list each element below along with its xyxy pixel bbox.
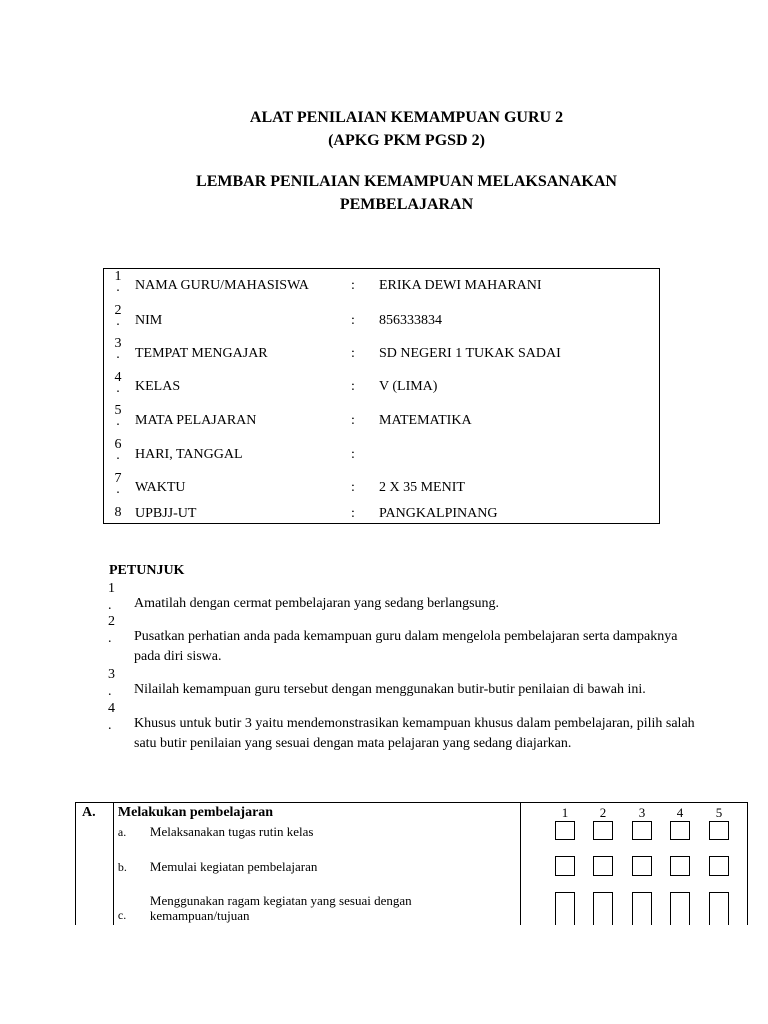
info-colon: : <box>351 313 355 328</box>
item-text: Memulai kegiatan pembelajaran <box>149 859 318 874</box>
info-label: NIM <box>135 313 163 328</box>
info-colon: : <box>351 346 355 361</box>
item-text: Melaksanakan tugas rutin kelas <box>149 824 314 839</box>
rating-checkbox[interactable] <box>593 856 613 876</box>
info-label: WAKTU <box>135 480 186 495</box>
rating-checkbox[interactable] <box>709 821 729 840</box>
table-row <box>76 803 748 926</box>
rating-checkbox[interactable] <box>670 856 690 876</box>
rating-checkbox[interactable] <box>632 892 652 925</box>
info-value: 856333834 <box>379 313 442 328</box>
rating-checkbox[interactable] <box>632 856 652 876</box>
document-subtitle: (APKG PKM PGSD 2) <box>328 132 485 149</box>
info-number: 2 . <box>114 303 122 329</box>
instruction-number: 4 . <box>108 701 115 733</box>
item-letter: b. <box>117 860 127 874</box>
rating-checkbox[interactable] <box>632 821 652 840</box>
info-value: V (LIMA) <box>379 379 438 394</box>
info-value: PANGKALPINANG <box>379 506 498 521</box>
info-number: 3 . <box>114 336 122 362</box>
sheet-title-line1: LEMBAR PENILAIAN KEMAMPUAN MELAKSANAKAN <box>196 173 617 190</box>
instruction-text: Amatilah dengan cermat pembelajaran yang sedang berlangsung. <box>134 596 500 611</box>
info-number: 5 . <box>114 403 122 429</box>
scale-label: 3 <box>638 805 646 820</box>
item-letter: a. <box>117 825 127 839</box>
info-label: KELAS <box>135 379 181 394</box>
instruction-number: 1 . <box>108 581 115 613</box>
info-number: 7 . <box>114 471 122 497</box>
info-colon: : <box>351 413 355 428</box>
info-label: UPBJJ-UT <box>135 506 197 521</box>
scale-label: 2 <box>599 805 607 820</box>
info-number: 1 . <box>114 269 122 295</box>
info-value: ERIKA DEWI MAHARANI <box>379 278 542 293</box>
item-text: Menggunakan ragam kegiatan yang sesuai dengan kemampuan/tujuan <box>149 893 412 923</box>
document-title: ALAT PENILAIAN KEMAMPUAN GURU 2 <box>249 109 564 126</box>
rating-checkbox[interactable] <box>670 821 690 840</box>
assessment-table <box>75 802 748 925</box>
info-colon: : <box>351 506 355 521</box>
info-colon: : <box>351 480 355 495</box>
section-title: Melakukan pembelajaran <box>117 805 274 820</box>
info-colon: : <box>351 379 355 394</box>
rating-checkbox[interactable] <box>555 892 575 925</box>
rating-checkbox[interactable] <box>670 892 690 925</box>
sheet-title-line2: PEMBELAJARAN <box>339 196 474 213</box>
rating-checkbox[interactable] <box>709 892 729 925</box>
info-value: MATEMATIKA <box>379 413 472 428</box>
info-label: HARI, TANGGAL <box>135 447 243 462</box>
item-letter: c. <box>117 908 127 922</box>
rating-checkbox[interactable] <box>555 856 575 876</box>
info-value: 2 X 35 MENIT <box>379 480 465 495</box>
section-letter: A. <box>76 803 114 926</box>
instruction-text: Pusatkan perhatian anda pada kemampuan guru dalam mengelola pembelajaran serta dampaknya pada diri siswa. <box>134 629 678 664</box>
instructions-title: PETUNJUK <box>109 563 185 578</box>
info-colon: : <box>351 278 355 293</box>
rating-checkbox[interactable] <box>709 856 729 876</box>
rating-checkbox[interactable] <box>593 892 613 925</box>
instruction-number: 3 . <box>108 667 115 699</box>
scale-label: 5 <box>715 805 723 820</box>
info-number: 6 . <box>114 437 122 463</box>
info-colon: : <box>351 447 355 462</box>
info-label: TEMPAT MENGAJAR <box>135 346 268 361</box>
identity-box <box>103 268 660 524</box>
rating-checkbox[interactable] <box>593 821 613 840</box>
instruction-text: Khusus untuk butir 3 yaitu mendemonstrasikan kemampuan khusus dalam pembelajaran, pilih salah satu butir penilaian yang sesuai dengan mata pelajaran yang sedang diajarkan. <box>134 716 695 751</box>
info-value: SD NEGERI 1 TUKAK SADAI <box>379 346 561 361</box>
info-number: 4 . <box>114 370 122 396</box>
instruction-text: Nilailah kemampuan guru tersebut dengan menggunakan butir-butir penilaian di bawah ini. <box>134 682 646 697</box>
rating-checkbox[interactable] <box>555 821 575 840</box>
instruction-number: 2 . <box>108 614 115 646</box>
info-number: 8 <box>114 505 122 520</box>
rating-scale <box>521 803 748 926</box>
info-label: MATA PELAJARAN <box>135 413 257 428</box>
scale-label: 4 <box>676 805 684 820</box>
scale-label: 1 <box>561 805 569 820</box>
info-label: NAMA GURU/MAHASISWA <box>135 278 309 293</box>
section-items <box>113 803 520 926</box>
